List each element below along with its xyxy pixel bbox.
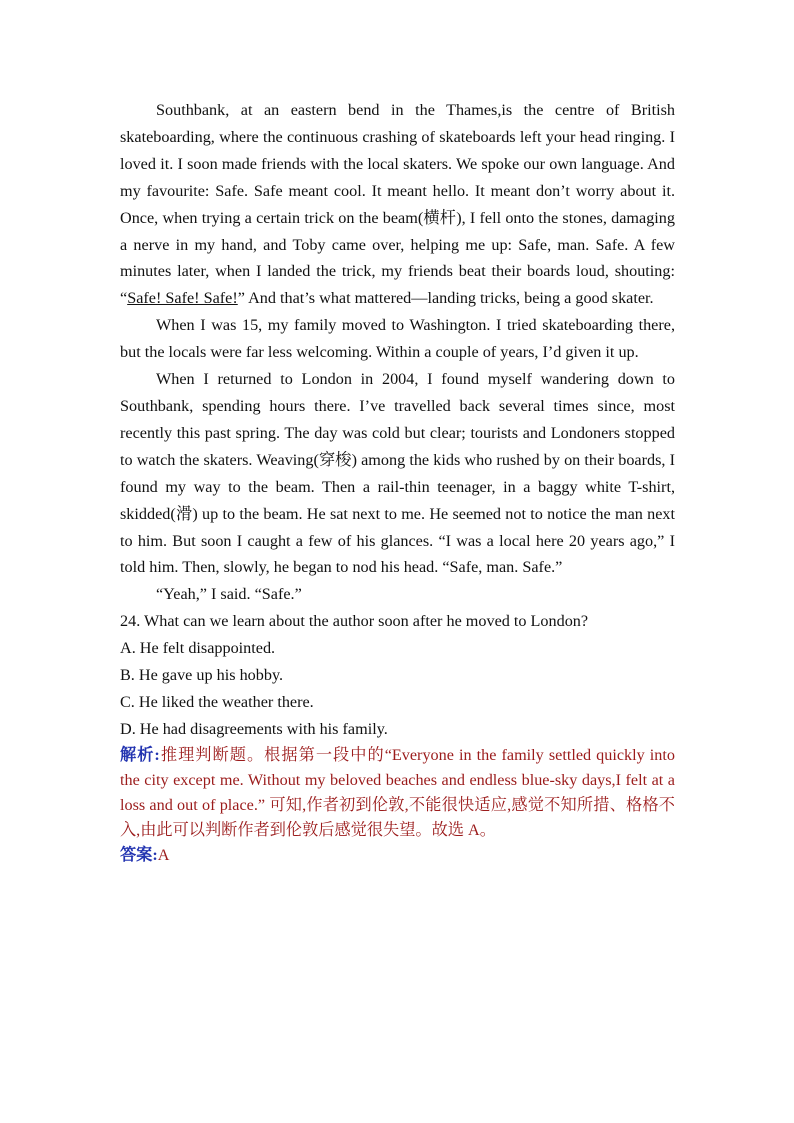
analysis-label: 解析: <box>120 745 160 764</box>
option-d: D. He had disagreements with his family. <box>120 719 388 738</box>
answer-value: A <box>157 845 170 864</box>
passage-paragraph-3: When I returned to London in 2004, I found myself wandering down to Southbank, spending hours there. I’ve travelled back several times since, most recently this past spring. The day was cold but clear; tourists and Londoners stopped to watch the skaters. Weaving(穿梭) among the kids who rushed by on their boards, I found my way to the beam. Then a rail-thin teenager, in a baggy white T-shirt, skidded(滑) up to the beam. He sat next to me. He seemed not to notice the man next to him. But soon I caught a few of his glances. “I was a local here 20 years ago,” I told him. Then, slowly, he began to nod his head. “Safe, man. Safe.” <box>120 370 675 577</box>
passage-paragraph-1 <box>120 97 675 312</box>
document-page <box>120 97 675 868</box>
option-a: A. He felt disappointed. <box>120 639 276 658</box>
passage-paragraph-1-end: ” And that’s what mattered—landing tricks, being a good skater. <box>237 289 654 308</box>
passage-paragraph-4: “Yeah,” I said. “Safe.” <box>156 585 302 604</box>
passage-paragraph-2: When I was 15, my family moved to Washington. I tried skateboarding there, but the locals were far less welcoming. Within a couple of years, I’d given it up. <box>120 316 675 362</box>
passage-paragraph-1-text: Southbank, at an eastern bend in the Thames,is the centre of British skateboarding, where the continuous crashing of skateboards left your head ringing. I loved it. I soon made friends with the local skaters. We spoke our own language. And my favourite: Safe. Safe meant cool. It meant hello. It meant don’t worry about it. Once, when trying a certain trick on the beam(横杆), I fell onto the stones, damaging a nerve in my hand, and Toby came over, helping me up: Safe, man. Safe. A few minutes later, when I landed the trick, my friends beat their boards loud, shouting: “ <box>120 101 675 308</box>
question-stem: 24. What can we learn about the author soon after he moved to London? <box>120 612 589 631</box>
underlined-phrase: Safe! Safe! Safe! <box>127 289 238 308</box>
answer-label: 答案: <box>120 845 158 864</box>
option-b: B. He gave up his hobby. <box>120 666 284 685</box>
analysis-text: 推理判断题。根据第一段中的“Everyone in the family settled quickly into the city except me. Without my beloved beaches and endless blue-sky days,I felt at a loss and out of place.” 可知,作者初到伦敦,不能很快适应,感觉不知所措、格格不入,由此可以判断作者到伦敦后感觉很失望。故选 A。 <box>120 745 675 839</box>
answer-block <box>120 843 675 868</box>
analysis-block <box>120 743 675 843</box>
option-c: C. He liked the weather there. <box>120 692 314 711</box>
